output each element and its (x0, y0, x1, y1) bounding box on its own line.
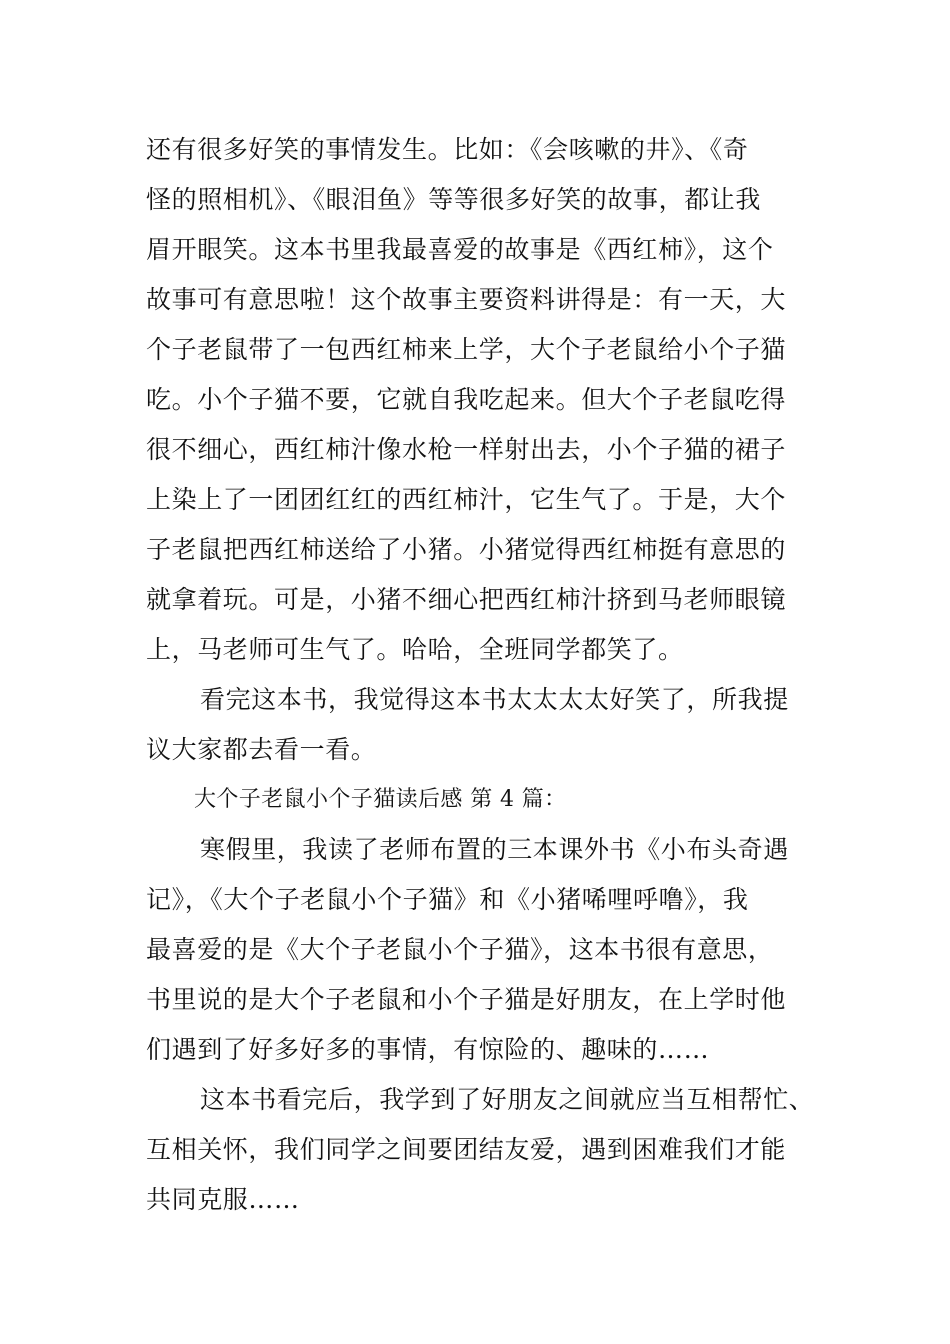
text-line: 吃。小个子猫不要，它就自我吃起来。但大个子老鼠吃得 (146, 385, 787, 414)
text-line: 议大家都去看一看。 (146, 735, 377, 764)
text-line: 共同克服…… (146, 1185, 300, 1214)
text-line: 最喜爱的是《大个子老鼠小个子猫》，这本书很有意思， (146, 935, 774, 964)
document-body (146, 125, 816, 1225)
text-line: 就拿着玩。可是，小猪不细心把西红柿汁挤到马老师眼镜 (146, 585, 787, 614)
text-line: 还有很多好笑的事情发生。比如：《会咳嗽的井》、《奇 (146, 135, 749, 164)
text-line: 上，马老师可生气了。哈哈，全班同学都笑了。 (146, 635, 684, 664)
text-line: 眉开眼笑。这本书里我最喜爱的故事是《西红柿》，这个 (146, 235, 774, 264)
paragraph-start-line: 这本书看完后，我学到了好朋友之间就应当互相帮忙、 (200, 1085, 815, 1114)
text-line: 记》，《大个子老鼠小个子猫》和《小猪唏哩呼噜》，我 (146, 885, 749, 914)
text-line: 书里说的是大个子老鼠和小个子猫是好朋友，在上学时他 (146, 985, 787, 1014)
paragraph-start-line: 看完这本书，我觉得这本书太太太太好笑了，所我提 (200, 685, 789, 714)
paragraph-start-line: 寒假里，我读了老师布置的三本课外书《小布头奇遇 (200, 835, 789, 864)
text-line: 子老鼠把西红柿送给了小猪。小猪觉得西红柿挺有意思的 (146, 535, 787, 564)
section-heading: 大个子老鼠小个子猫读后感 第 4 篇： (194, 787, 567, 812)
text-line: 个子老鼠带了一包西红柿来上学，大个子老鼠给小个子猫 (146, 335, 787, 364)
text-line: 很不细心，西红柿汁像水枪一样射出去，小个子猫的裙子 (146, 435, 787, 464)
text-line: 互相关怀，我们同学之间要团结友爱，遇到困难我们才能 (146, 1135, 787, 1164)
text-line: 故事可有意思啦！这个故事主要资料讲得是：有一天，大 (146, 285, 787, 314)
text-line: 们遇到了好多好多的事情，有惊险的、趣味的…… (146, 1035, 710, 1064)
text-line: 上染上了一团团红红的西红柿汁，它生气了。于是，大个 (146, 485, 787, 514)
text-line: 怪的照相机》、《眼泪鱼》等等很多好笑的故事，都让我 (146, 185, 762, 214)
